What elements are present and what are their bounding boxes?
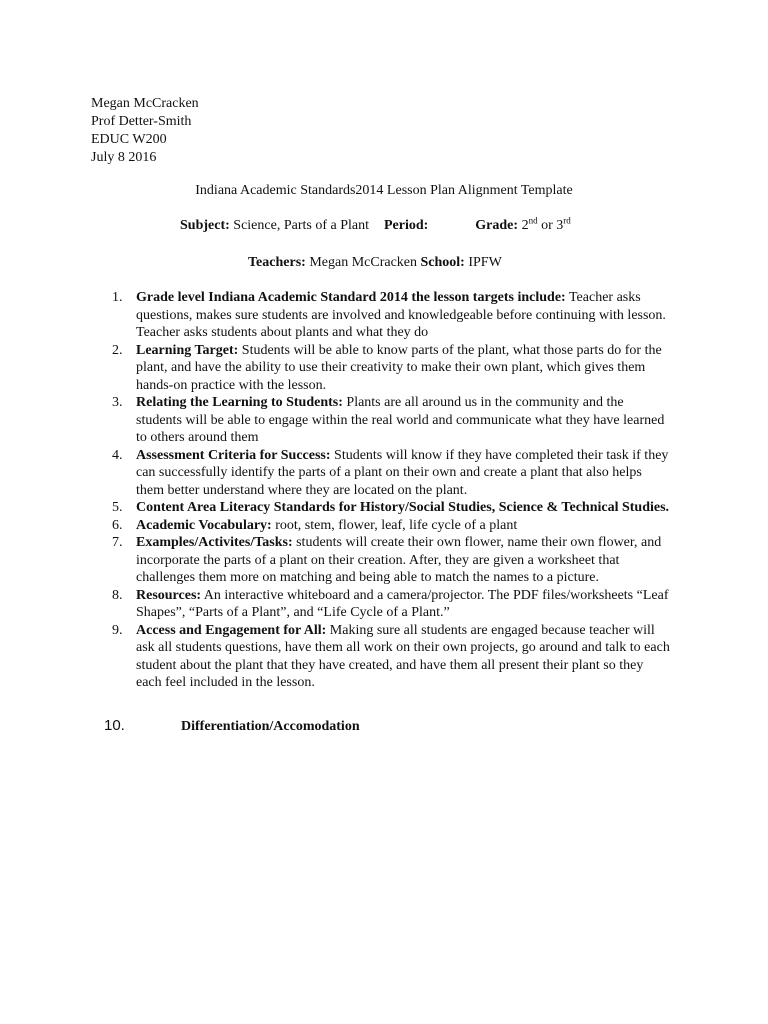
professor-name: Prof Detter-Smith bbox=[91, 114, 192, 129]
item-text: Students will be able to know parts of the plant, what those parts do for the plant, and have the ability to use their creativity to make their own plant, which gives them hands-on practice with the lesson. bbox=[136, 342, 662, 393]
subject-label: Subject: bbox=[180, 218, 230, 233]
list-item bbox=[112, 342, 672, 395]
item-text: Teacher asks questions, makes sure students are involved and knowledgeable before continuing with lesson. Teacher asks students about plants and what they do bbox=[136, 290, 666, 340]
item-label: Content Area Literacy Standards for History/Social Studies, Science & Technical Studies. bbox=[136, 500, 670, 515]
list-number: 3. bbox=[112, 395, 123, 410]
course-code: EDUC W200 bbox=[91, 132, 167, 147]
list-item-10 bbox=[104, 717, 360, 736]
list-number: 4. bbox=[112, 447, 123, 463]
subject-value: Science, Parts of a Plant bbox=[233, 218, 369, 233]
item-label: Access and Engagement for All: bbox=[136, 622, 327, 638]
list-number: 9. bbox=[112, 622, 123, 638]
author-header bbox=[91, 95, 199, 167]
school-value: IPFW bbox=[468, 255, 502, 270]
list-number: 6. bbox=[112, 517, 123, 533]
list-number: 7. bbox=[112, 535, 123, 550]
teachers-value: Megan McCracken bbox=[309, 255, 417, 270]
item-text: An interactive whiteboard and a camera/projector. The PDF files/worksheets “Leaf Shapes”, “Parts of a Plant”, and “Life Cycle of a Plant.” bbox=[136, 587, 669, 620]
list-number: 8. bbox=[112, 587, 123, 603]
teachers-line bbox=[248, 254, 502, 272]
list-number: 5. bbox=[112, 500, 123, 515]
lesson-plan-list bbox=[112, 289, 672, 692]
subject-line bbox=[180, 217, 571, 235]
item-text: Students will know if they have completed their task if they can successfully identify the parts of a plant on their own and create a plant that also helps them better understand where they are located on the plant. bbox=[136, 447, 669, 498]
list-item bbox=[112, 517, 672, 535]
item-text: students will create their own flower, name their own flower, and incorporate the parts of a plant on their creation. After, they are given a worksheet that challenges them more on matching and being able to match the names to a picture. bbox=[136, 535, 662, 585]
list-number: 2. bbox=[112, 342, 123, 358]
student-name: Megan McCracken bbox=[91, 96, 199, 111]
list-item bbox=[112, 587, 672, 622]
list-item bbox=[112, 534, 672, 587]
list-item bbox=[112, 499, 672, 517]
item-label: Relating the Learning to Students: bbox=[136, 395, 343, 410]
list-item bbox=[112, 447, 672, 500]
teachers-label: Teachers: bbox=[248, 255, 306, 270]
school-label: School: bbox=[420, 255, 465, 270]
list-item bbox=[112, 394, 672, 447]
item-text: Plants are all around us in the community and the students will be able to engage within the real world and communicate what they have learned to others around them bbox=[136, 395, 665, 445]
document-date: July 8 2016 bbox=[91, 150, 157, 165]
grade-label: Grade: bbox=[475, 218, 519, 233]
item-text: root, stem, flower, leaf, life cycle of a plant bbox=[275, 517, 518, 533]
item-label: Assessment Criteria for Success: bbox=[136, 447, 331, 463]
list-number: 1. bbox=[112, 290, 123, 305]
item-label: Learning Target: bbox=[136, 342, 239, 358]
item-label: Grade level Indiana Academic Standard 2014 the lesson targets include: bbox=[136, 290, 566, 305]
period-label: Period: bbox=[383, 218, 429, 233]
grade-value: 2nd or 3rd bbox=[521, 215, 571, 233]
item-label: Examples/Activites/Tasks: bbox=[136, 535, 293, 550]
list-item bbox=[112, 622, 672, 692]
list-number: 10. bbox=[104, 717, 125, 734]
item-label: Resources: bbox=[136, 587, 202, 603]
document-title: Indiana Academic Standards2014 Lesson Plan Alignment Template bbox=[195, 183, 573, 198]
item-label: Differentiation/Accomodation bbox=[181, 719, 360, 734]
item-text: Making sure all students are engaged because teacher will ask all students questions, have them all work on their own projects, go around and talk to each student about the plant that they have created, and have them all present their plant so they each feel included in the lesson. bbox=[136, 622, 670, 690]
item-label: Academic Vocabulary: bbox=[136, 517, 272, 533]
list-item bbox=[112, 289, 672, 342]
